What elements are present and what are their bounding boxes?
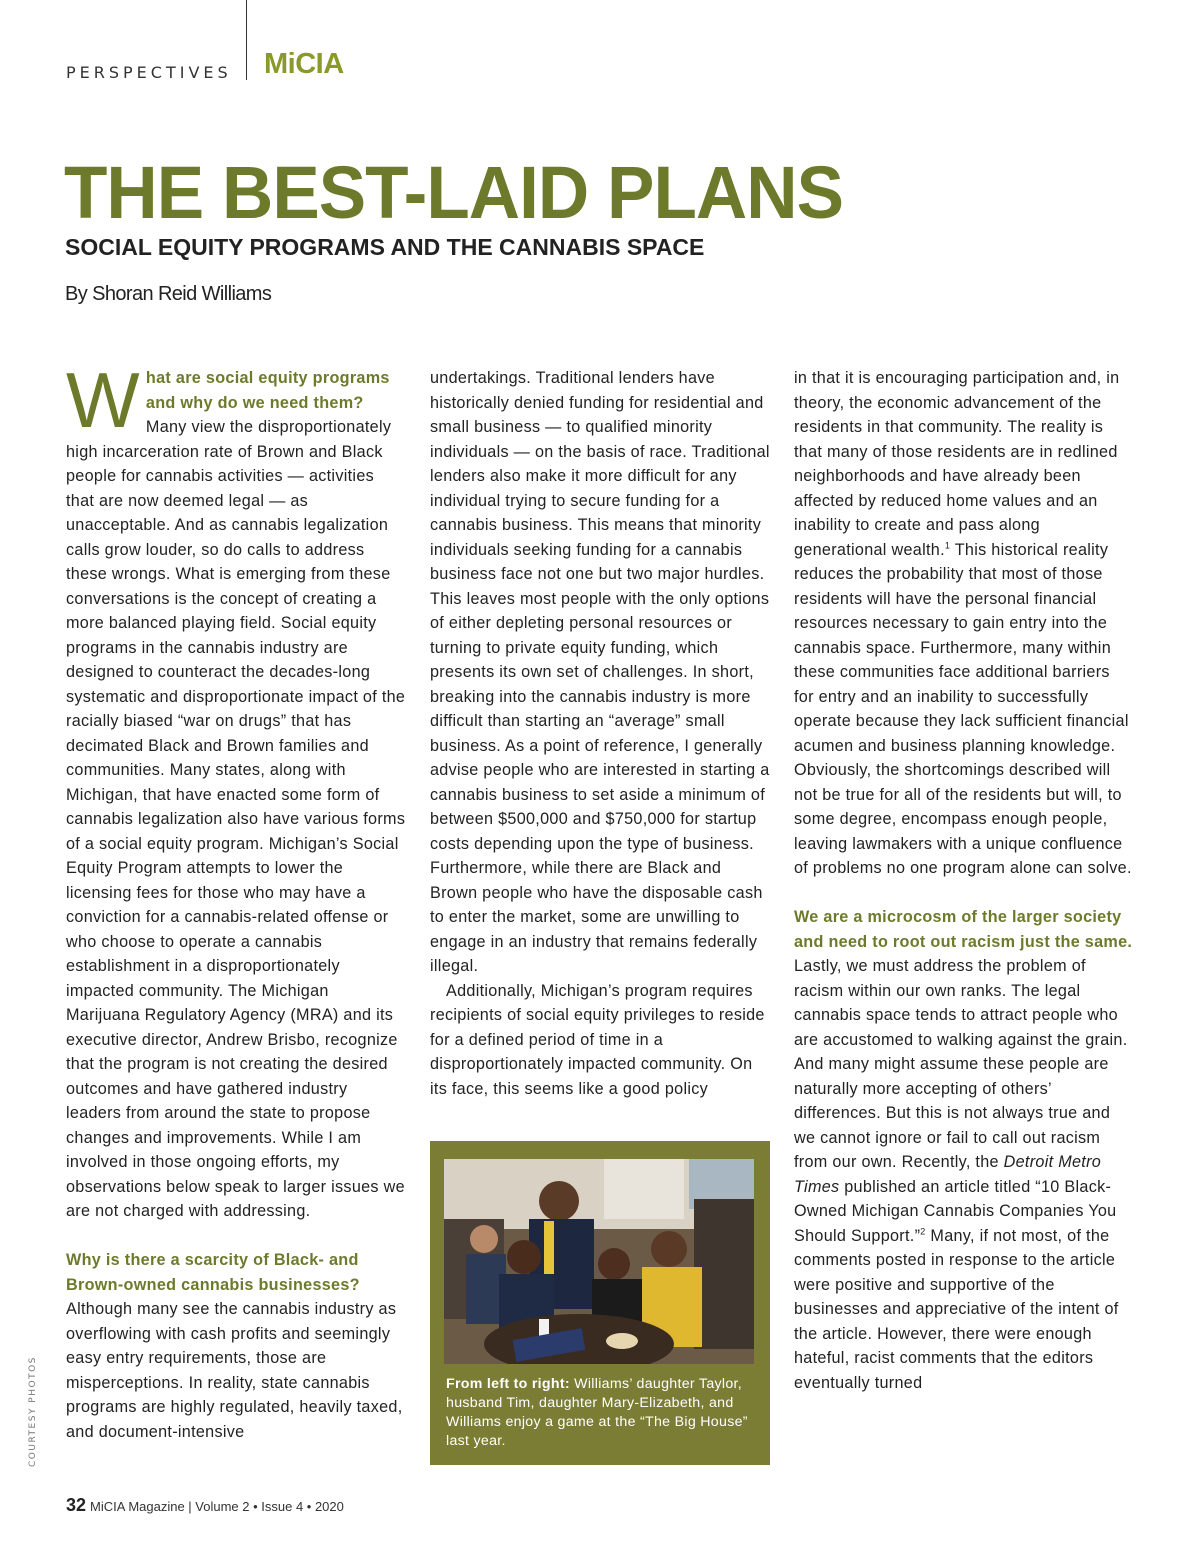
footnote-ref-1: 1: [944, 540, 951, 551]
section-heading-scarcity: Why is there a scarcity of Black- and Brown-owned cannabis businesses?: [66, 1251, 360, 1294]
photo-credit: COURTESY PHOTOS: [28, 1356, 38, 1467]
column-1: [66, 356, 406, 1444]
col3-paragraph-1-part-a: in that it is encouraging participation and, in theory, the economic advancement of the residents in that community. The reality is that many of those residents are in redlined neighborhoods and have already been affected by reduced home values and an inability to create and pass along generational wealth.: [794, 369, 1120, 559]
drop-cap: W: [66, 356, 140, 444]
article-byline: By Shoran Reid Williams: [65, 283, 272, 305]
section-label: PERSPECTIVES: [66, 63, 232, 82]
col3-paragraph-2-part-a: Lastly, we must address the problem of racism within our own ranks. The legal cannabis space tends to attract people who are accustomed to walking against the grain. And many might assume these people are naturally more accepting of others’ differences. But this is not always true and we cannot ignore or fail to call out racism from our own. Recently, the: [794, 957, 1128, 1171]
photo-caption: [446, 1375, 756, 1451]
column-2: [430, 366, 770, 1101]
col3-paragraph-2: [794, 954, 1134, 1395]
column-3: [794, 366, 1134, 1395]
caption-text: Williams’ daughter Taylor, husband Tim, daughter Mary-Elizabeth, and Williams enjoy a game at the “The Big House” last year.: [446, 1376, 748, 1449]
col3-paragraph-2-part-b: published an article titled “10 Black-Owned Michigan Cannabis Companies You Should Support.”: [794, 1177, 1117, 1245]
article-subtitle: SOCIAL EQUITY PROGRAMS AND THE CANNABIS SPACE: [65, 234, 705, 260]
issue-info: | Volume 2 • Issue 4 • 2020: [184, 1499, 344, 1514]
intro-heading: hat are social equity programs and why do we need them?: [145, 369, 390, 412]
page-number: 32: [66, 1495, 87, 1515]
col3-paragraph-1: [794, 366, 1134, 881]
footnote-ref-2: 2: [920, 1226, 926, 1237]
publication-name: Detroit Metro Times: [794, 1153, 1102, 1196]
section-heading-microcosm: We are a microcosm of the larger society and need to root out racism just the same.: [794, 908, 1133, 951]
intro-body: Many view the disproportionately high incarceration rate of Brown and Black people for cannabis activities — activities that are now deemed legal — as unacceptable. And as cannabis legalization calls grow louder, so do calls to address these wrongs. What is emerging from these conversations is the concept of creating a more balanced playing field. Social equity programs in the cannabis industry are designed to counteract the decades-long systematic and disproportionate impact of the racially biased “war on drugs” that has decimated Black and Brown families and communities. Many states, along with Michigan, that have enacted some form of cannabis legalization also have various forms of a social equity program. Michigan’s Social Equity Program attempts to lower the licensing fees for those who may have a conviction for a cannabis-related offense or who choose to operate a cannabis establishment in a disproportionately impacted community. The Michigan Marijuana Regulatory Agency (MRA) and its executive director, Andrew Brisbo, recognize that the program is not creating the desired outcomes and have gathered industry leaders from around the state to propose changes and improvements. While I am involved in those ongoing efforts, my observations below speak to larger issues we are not charged with addressing.: [66, 418, 406, 1220]
micia-logo: MiCIA: [264, 48, 344, 80]
intro-paragraph: [66, 356, 406, 1224]
col3-paragraph-2-part-c: Many, if not most, of the comments posted in response to the article were positive and supportive of the businesses and appreciative of the intent of the article. However, there were enough hateful, racist comments that the editors eventually turned: [794, 1226, 1119, 1392]
photo-box: [430, 1141, 770, 1465]
magazine-name: MiCIA Magazine: [90, 1499, 185, 1514]
article-title: THE BEST-LAID PLANS: [64, 151, 844, 234]
caption-lead: From left to right:: [446, 1376, 570, 1392]
col2-paragraph-1: undertakings. Traditional lenders have historically denied funding for residential and small business — to qualified minority individuals — on the basis of race. Traditional lenders also make it more difficult for any individual trying to secure funding for a cannabis business. This means that minority individuals seeking funding for a cannabis business face not one but two major hurdles. This leaves most people with the only options of either depleting personal resources or turning to private equity funding, which presents its own set of challenges. In short, breaking into the cannabis industry is more difficult than starting an “average” small business. As a point of reference, I generally advise people who are interested in starting a cannabis business to set aside a minimum of between $500,000 and $750,000 for startup costs depending upon the type of business. Furthermore, while there are Black and Brown people who have the disposable cash to enter the market, some are unwilling to engage in an industry that remains federally illegal.: [430, 369, 770, 975]
section-body-scarcity: Although many see the cannabis industry as overflowing with cash profits and seemingly easy entry requirements, those are misperceptions. In reality, state cannabis programs are highly regulated, heavily taxed, and document-intensive: [66, 1300, 403, 1441]
family-photo: [444, 1159, 754, 1364]
page-footer: [66, 1495, 344, 1516]
header-divider: [246, 0, 247, 80]
col3-paragraph-1-part-b: This historical reality reduces the probability that most of those residents will have the personal financial resources necessary to gain entry into the cannabis space. Furthermore, many within these communities face additional barriers for entry and an inability to successfully operate because they lack sufficient financial acumen and business planning knowledge. Obviously, the shortcomings described will not be true for all of the residents but will, to some degree, encompass enough people, leaving lawmakers with a unique confluence of problems no one program alone can solve.: [794, 540, 1132, 877]
col2-paragraph-2: Additionally, Michigan’s program requires recipients of social equity privileges to reside for a defined period of time in a disproportionately impacted community. On its face, this seems like a good policy: [430, 981, 765, 1098]
